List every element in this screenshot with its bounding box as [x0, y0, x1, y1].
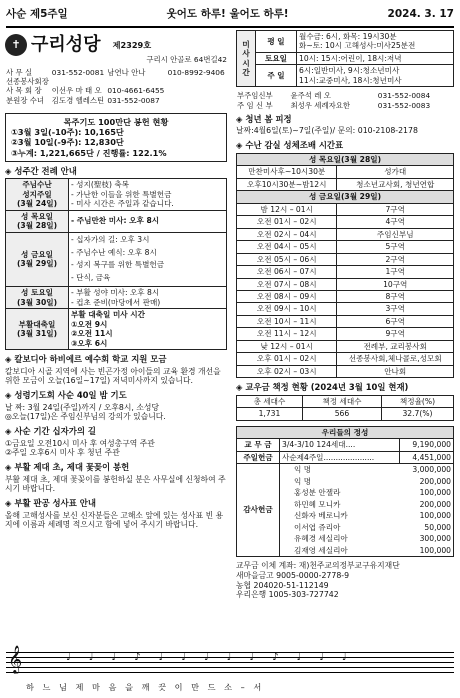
adoration-group: 선종봉사회,체나콜로,성모회 — [337, 353, 454, 365]
gift-amount: 200,000 — [419, 476, 451, 486]
holyweek-day: 부활대축일 (3월 31일) — [6, 309, 69, 350]
adoration-row — [237, 241, 454, 253]
rosary-title: 목주기도 100만단 봉헌 현황 — [63, 116, 169, 127]
textbook-value: 1,731 — [237, 408, 303, 420]
adoration-row — [237, 253, 454, 265]
gift-row — [280, 476, 453, 487]
gift-amount: 100,000 — [419, 511, 451, 521]
gift-name: 익 명 — [294, 465, 312, 475]
mass-times: 10시: 15시:어린이, 18시:저녁 — [297, 52, 454, 64]
mass-day: 토요일 — [256, 52, 297, 64]
rosary-box — [5, 113, 227, 162]
hymn-lyrics: 하 느 님 제 마 음 을 깨 끗 이 만 드 소 – 서 — [26, 682, 265, 692]
gift-amount: 50,000 — [424, 522, 451, 532]
mass-day: 주 일 — [256, 65, 297, 87]
rosary-item: ③누계: 1,221,665단 / 진행률: 122.1% — [11, 147, 167, 158]
parish-logo — [5, 34, 227, 57]
adoration-time: 오후 01시 – 02시 — [237, 353, 337, 365]
holyweek-title: ◈ 성주간 전례 안내 — [5, 165, 77, 176]
textbook-header: 책정율(%) — [381, 395, 453, 407]
adoration-row — [237, 278, 454, 290]
issue-date: 2024. 3. 17 — [387, 8, 454, 21]
textbook-header: 책정 세대수 — [302, 395, 381, 407]
offering-label: 교 무 금 — [237, 439, 280, 451]
adoration-row — [237, 216, 454, 228]
adoration-time: 오후10시30분~밤12시 — [237, 178, 337, 190]
gift-amount: 3,000,000 — [412, 465, 451, 475]
textbook-value: 566 — [302, 408, 381, 420]
gift-amount: 100,000 — [419, 488, 451, 498]
adoration-time: 오전 10시 – 11시 — [237, 315, 337, 327]
staff-table — [5, 68, 227, 105]
adoration-group: 2구역 — [337, 253, 454, 265]
issue-number: 제2329호 — [112, 40, 152, 51]
offering-amount: 9,190,000 — [400, 439, 454, 451]
account-info: 교무금 이체 계좌: 재)천주교의정부교구유지재단 새마을금고 9005-0000-2778-9 농협 204020-51-112149 우리은행 1005-303-727742 — [236, 561, 400, 600]
adoration-row — [237, 365, 454, 377]
adoration-group: 3구역 — [337, 303, 454, 315]
hymn-staff — [6, 645, 454, 694]
gift-row — [280, 499, 453, 510]
gift-name: 신화자 베로니카 — [294, 511, 348, 521]
holyweek-detail: 부활 대축일 미사 시간 ①오전 9시 ②오전 11시 ③오후 6시 — [69, 309, 227, 350]
gift-row — [280, 522, 453, 533]
gift-name: 하민혜 모니카 — [294, 499, 341, 509]
gift-row — [280, 510, 453, 521]
gift-name: 홍성분 안젤라 — [294, 488, 341, 498]
priest-phone: 031-552-0083 — [377, 100, 431, 110]
bulletin-header — [6, 4, 454, 28]
adoration-group: 안나회 — [337, 365, 454, 377]
gift-name: 이서엽 쥬리아 — [294, 522, 341, 532]
staff-phone: 010-8992-9406 — [167, 67, 225, 77]
youth-title: ◈ 청년 봄 피정 — [236, 113, 292, 124]
right-column — [236, 30, 454, 600]
priest-role: 부주임신부 — [237, 91, 273, 101]
gift-row — [280, 464, 453, 475]
notice-body: 칼보디아 시골 지역에 사는 빈곤가정 아이들의 교육 환경 개선을 위한 모금이 오늘(16일~17일) 저녁미사까지 있습니다. — [5, 366, 221, 386]
motto: 웃어도 하루! 울어도 하루! — [166, 8, 289, 21]
mass-times: 6시:일반미사, 9시:청소년미사 11시:교중미사, 18시:청년미사 — [297, 65, 454, 87]
adoration-group: 4구역 — [337, 216, 454, 228]
staff-role: 사 목 회 장 — [6, 86, 42, 96]
mass-times: 월수금: 6시, 화목: 19시30분 화~토: 10시 고해성사:미사25분전 — [297, 31, 454, 53]
gift-amount: 300,000 — [419, 534, 451, 544]
adoration-group: 10구역 — [337, 278, 454, 290]
gift-amount: 100,000 — [419, 545, 451, 555]
adoration-time: 오전 11시 – 12시 — [237, 328, 337, 340]
holyweek-detail: - 성지(聖枝) 축복 - 가난한 이들을 위한 특별헌금 - 미사 시간은 주일과 같습니다. — [69, 179, 227, 210]
parish-name: 구리성당 — [31, 34, 101, 55]
adoration-time: 오전 05시 – 06시 — [237, 253, 337, 265]
adoration-time: 밤 12시 – 01시 — [237, 203, 337, 215]
gift-row — [280, 545, 453, 556]
adoration-row — [237, 340, 454, 352]
church-icon: ✝ — [5, 34, 27, 56]
staff-phone: 031-552-0081 — [51, 67, 105, 77]
youth-body: 날짜:4월6일(토)~7일(주일)/ 문의: 010-2108-2178 — [236, 126, 418, 136]
adoration-row — [237, 328, 454, 340]
priest-name: 최성우 세례자요한 — [290, 100, 350, 110]
adoration-time: 오전 06시 – 07시 — [237, 266, 337, 278]
offering-title: 우리들의 정성 — [237, 426, 454, 438]
adoration-time: 오전 08시 – 09시 — [237, 290, 337, 302]
staff-role: 선종봉사회장 — [6, 77, 49, 86]
textbook-title: ◈ 교우금 책정 현황 (2024년 3월 10일 현재) — [236, 382, 409, 393]
adoration-group: 9구역 — [337, 328, 454, 340]
staff-role: 분원장 수녀 — [6, 95, 45, 105]
mass-day: 평 일 — [256, 31, 297, 53]
notice-title: ◈ 부활 제대 초, 제대 꽃꽂이 봉헌 — [5, 462, 130, 473]
adoration-time: 낮 12시 – 01시 — [237, 340, 337, 352]
staff-name: 이선우 마 태 오 — [51, 86, 102, 96]
adoration-row — [237, 228, 454, 240]
gift-name: 유혜경 세실리아 — [294, 534, 348, 544]
week-title: 사순 제5주일 — [6, 8, 68, 21]
gift-row — [280, 487, 453, 498]
adoration-time: 만찬미사후~10시30분 — [237, 166, 337, 178]
staff-name: 남연나 안나 — [107, 67, 146, 77]
parish-address: 구리시 안골로 64번길42 — [146, 54, 227, 64]
offering-label: 주일헌금 — [237, 451, 280, 463]
adoration-time: 오전 04시 – 05시 — [237, 241, 337, 253]
adoration-row — [237, 266, 454, 278]
notice-title: ◈ 성령기도회 사순 40일 밤 기도 — [5, 390, 127, 401]
textbook-header: 총 세대수 — [237, 395, 303, 407]
adoration-table — [236, 153, 454, 379]
adoration-group: 청소년교사회, 청년연합 — [337, 178, 454, 190]
adoration-group: 5구역 — [337, 241, 454, 253]
adoration-group: 주임신부님 — [337, 228, 454, 240]
priest-phone: 031-552-0084 — [377, 91, 431, 101]
gift-row — [280, 533, 453, 544]
notice-body: 올해 고해성사를 보신 신자분들은 고해소 앞에 있는 성사표 빈 용지에 이름과 세례명 적으시고 함에 넣어 주시기 바랍니다. — [5, 510, 224, 530]
adoration-title: ◈ 수난 감실 성체조배 시간표 — [236, 140, 344, 151]
notice-body: 날 짜: 3월 24일(주일)까지 / 오후8시, 소성당 ◎오늘(17일)은 주임신부님의 강의가 있습니다. — [5, 402, 166, 422]
textbook-table — [236, 395, 454, 421]
adoration-row — [237, 353, 454, 365]
priest-name: 윤주석 레 오 — [290, 91, 331, 101]
adoration-group: 7구역 — [337, 203, 454, 215]
notice-title: ◈ 부활 판공 성사표 안내 — [5, 498, 96, 509]
holyweek-day: 성 금요일 (3월 29일) — [6, 232, 69, 287]
priest-table — [236, 91, 454, 110]
holyweek-day: 주님수난 성지주일 (3월 24일) — [6, 179, 69, 210]
mass-schedule-table — [236, 30, 454, 87]
offering-label: 감사헌금 — [237, 464, 280, 557]
left-column — [5, 30, 227, 530]
staff-name: 김도경 헬레스틴 — [51, 95, 105, 105]
rosary-item: ②3월 10일(-9주): 12,830단 — [11, 137, 124, 148]
adoration-day: 성 목요일(3월 28일) — [237, 153, 454, 165]
music-notes-icon: ♩♩♩♪♩♩♩♩♩♪♩♩♩ — [66, 652, 365, 663]
holyweek-day: 성 토요일 (3월 30일) — [6, 287, 69, 309]
notice-title: ◈ 사순 기간 십자가의 길 — [5, 426, 96, 437]
offering-table — [236, 426, 454, 557]
offering-amount: 4,451,000 — [400, 451, 454, 463]
adoration-row — [237, 315, 454, 327]
adoration-time: 오전 07시 – 08시 — [237, 278, 337, 290]
adoration-group: 6구역 — [337, 315, 454, 327]
gift-amount: 200,000 — [419, 499, 451, 509]
offering-desc: 사순제4주일..................... — [280, 451, 400, 463]
adoration-time: 오전 02시 – 04시 — [237, 228, 337, 240]
adoration-row — [237, 290, 454, 302]
adoration-group: 전례부, 교리봉사회 — [337, 340, 454, 352]
adoration-row — [237, 303, 454, 315]
treble-clef-icon: 𝄞 — [8, 645, 23, 673]
holyweek-detail: - 십자가의 길: 오후 3시 - 주님수난 예식: 오후 8시 - 성지 복구를 위한 특별헌금 - 단식, 금육 — [69, 232, 227, 287]
adoration-day: 성 금요일(3월 29일) — [237, 191, 454, 203]
priest-role: 주 임 신 부 — [237, 100, 273, 110]
textbook-value: 32.7(%) — [381, 408, 453, 420]
adoration-time: 오전 09시 – 10시 — [237, 303, 337, 315]
adoration-group: 성가대 — [337, 166, 454, 178]
notice-list — [5, 354, 227, 530]
staff-phone: 031-552-0087 — [107, 95, 160, 105]
adoration-time: 오전 01시 – 02시 — [237, 216, 337, 228]
offering-desc: 3/4-3/10 124세대.... — [280, 439, 400, 451]
adoration-group: 8구역 — [337, 290, 454, 302]
holyweek-detail: - 주님만찬 미사: 오후 8시 — [69, 210, 227, 232]
adoration-time: 오후 02시 – 03시 — [237, 365, 337, 377]
gift-name: 김재영 세실리아 — [294, 545, 348, 555]
notice-title: ◈ 칼보디아 하비에르 예수회 학교 지원 모금 — [5, 354, 167, 365]
holyweek-detail: - 부활 성야 미사: 오후 8시 - 컵초 준비(마당에서 판매) — [69, 287, 227, 309]
notice-body: 부활 제대 초, 제대 꽃꽂이를 봉헌하실 분은 사무실에 신청하여 주시기 바랍니다. — [5, 474, 226, 494]
adoration-group: 1구역 — [337, 266, 454, 278]
staff-role: 사 무 실 — [6, 67, 33, 77]
notice-body: ①금요일 오전10시 미사 후 여성총구역 주관 ②주일 오후6시 미사 후 청년 주관 — [5, 438, 155, 458]
holyweek-day: 성 목요일 (3월 28일) — [6, 210, 69, 232]
mass-time-label: 미 사 시 간 — [237, 31, 256, 87]
staff-phone: 010-4661-6455 — [107, 86, 165, 96]
rosary-item: ①3월 3일(-10주): 10,165단 — [11, 127, 124, 137]
holyweek-table — [5, 178, 227, 350]
gift-name: 익 명 — [294, 476, 312, 486]
adoration-row — [237, 203, 454, 215]
